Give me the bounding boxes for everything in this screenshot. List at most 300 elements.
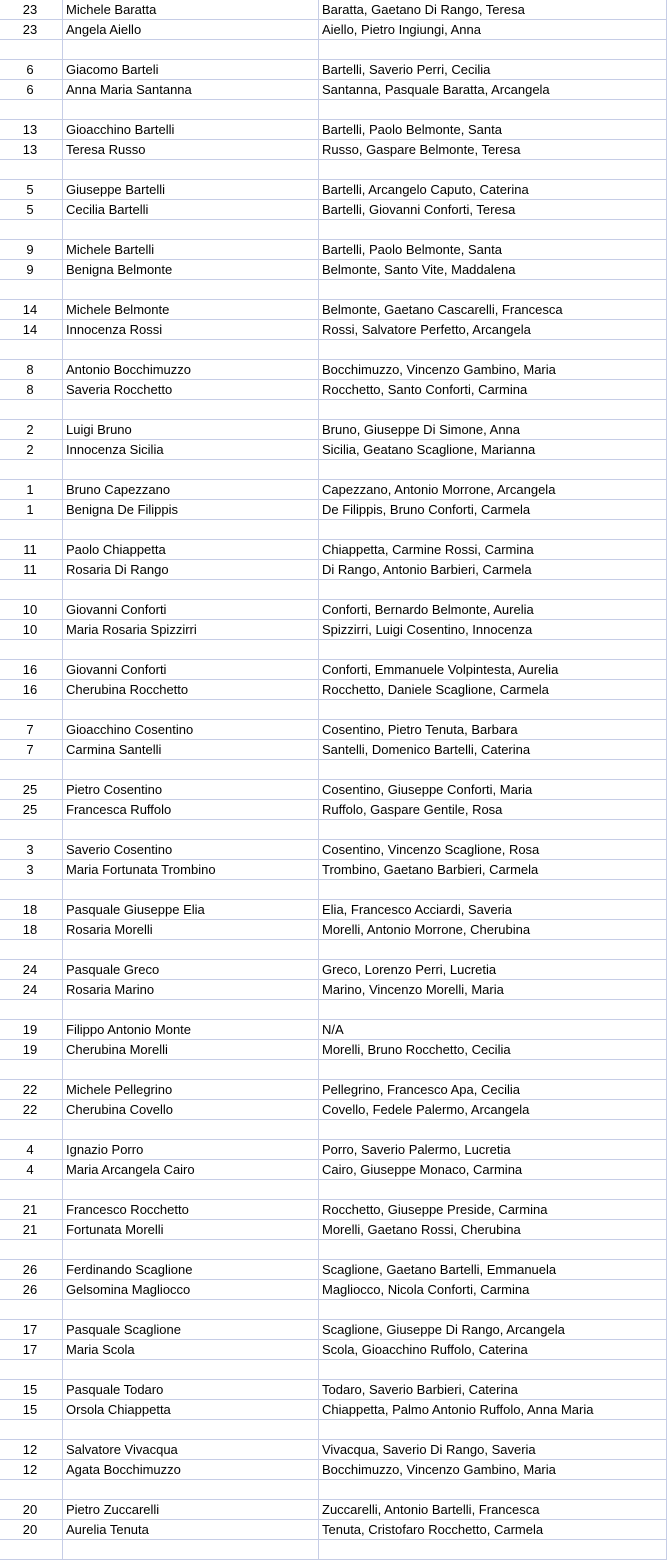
table-row [0,400,667,420]
table-row [0,1260,667,1280]
table-row [0,780,667,800]
cell-couple-number[interactable]: 21 [0,1220,63,1240]
cell-parents[interactable]: Belmonte, Gaetano Cascarelli, Francesca [319,300,667,320]
cell-person-name[interactable] [63,460,319,480]
cell-couple-number[interactable]: 26 [0,1260,63,1280]
cell-couple-number[interactable]: 7 [0,720,63,740]
cell-couple-number[interactable]: 9 [0,240,63,260]
cell-parents[interactable] [319,1060,667,1080]
cell-parents[interactable]: Zuccarelli, Antonio Bartelli, Francesca [319,1500,667,1520]
cell-person-name[interactable]: Rosaria Di Rango [63,560,319,580]
cell-person-name[interactable]: Paolo Chiappetta [63,540,319,560]
cell-couple-number[interactable]: 18 [0,920,63,940]
cell-couple-number[interactable]: 10 [0,600,63,620]
cell-parents[interactable]: Ruffolo, Gaspare Gentile, Rosa [319,800,667,820]
cell-parents[interactable] [319,280,667,300]
cell-person-name[interactable]: Benigna Belmonte [63,260,319,280]
table-row [0,660,667,680]
table-row [0,300,667,320]
table-row [0,1220,667,1240]
cell-couple-number[interactable]: 14 [0,320,63,340]
cell-couple-number[interactable] [0,280,63,300]
cell-parents[interactable]: Morelli, Gaetano Rossi, Cherubina [319,1220,667,1240]
cell-person-name[interactable]: Salvatore Vivacqua [63,1440,319,1460]
cell-parents[interactable]: Baratta, Gaetano Di Rango, Teresa [319,0,667,20]
table-row [0,700,667,720]
table-row [0,1060,667,1080]
table-row [0,860,667,880]
cell-couple-number[interactable]: 2 [0,440,63,460]
cell-couple-number[interactable]: 17 [0,1340,63,1360]
cell-parents[interactable] [319,1540,667,1560]
cell-couple-number[interactable]: 11 [0,540,63,560]
cell-parents[interactable]: Bartelli, Paolo Belmonte, Santa [319,240,667,260]
cell-parents[interactable]: Morelli, Antonio Morrone, Cherubina [319,920,667,940]
cell-couple-number[interactable] [0,760,63,780]
cell-couple-number[interactable] [0,340,63,360]
cell-parents[interactable]: Conforti, Bernardo Belmonte, Aurelia [319,600,667,620]
cell-person-name[interactable] [63,1300,319,1320]
cell-parents[interactable]: Scola, Gioacchino Ruffolo, Caterina [319,1340,667,1360]
cell-parents[interactable]: Elia, Francesco Acciardi, Saveria [319,900,667,920]
table-row [0,80,667,100]
cell-parents[interactable]: Porro, Saverio Palermo, Lucretia [319,1140,667,1160]
table-row [0,240,667,260]
table-row [0,520,667,540]
cell-couple-number[interactable] [0,940,63,960]
cell-parents[interactable]: Tenuta, Cristofaro Rocchetto, Carmela [319,1520,667,1540]
cell-couple-number[interactable]: 22 [0,1100,63,1120]
cell-couple-number[interactable]: 22 [0,1080,63,1100]
table-row [0,1000,667,1020]
cell-parents[interactable]: Bruno, Giuseppe Di Simone, Anna [319,420,667,440]
cell-person-name[interactable] [63,40,319,60]
cell-couple-number[interactable]: 15 [0,1400,63,1420]
cell-couple-number[interactable] [0,880,63,900]
cell-parents[interactable]: Scaglione, Gaetano Bartelli, Emmanuela [319,1260,667,1280]
cell-parents[interactable]: Bartelli, Arcangelo Caputo, Caterina [319,180,667,200]
cell-person-name[interactable]: Maria Fortunata Trombino [63,860,319,880]
cell-person-name[interactable]: Michele Belmonte [63,300,319,320]
cell-person-name[interactable] [63,100,319,120]
cell-couple-number[interactable]: 16 [0,680,63,700]
cell-person-name[interactable]: Fortunata Morelli [63,1220,319,1240]
table-row [0,1400,667,1420]
table-row [0,920,667,940]
table-row [0,1520,667,1540]
cell-person-name[interactable] [63,160,319,180]
table-row [0,1180,667,1200]
cell-person-name[interactable]: Michele Baratta [63,0,319,20]
table-row [0,360,667,380]
table-row [0,960,667,980]
table-row [0,1240,667,1260]
cell-parents[interactable]: Di Rango, Antonio Barbieri, Carmela [319,560,667,580]
cell-couple-number[interactable] [0,1180,63,1200]
cell-couple-number[interactable]: 26 [0,1280,63,1300]
cell-person-name[interactable] [63,280,319,300]
table-row [0,1420,667,1440]
table-row [0,60,667,80]
cell-couple-number[interactable]: 21 [0,1200,63,1220]
cell-person-name[interactable] [63,580,319,600]
cell-person-name[interactable]: Pasquale Scaglione [63,1320,319,1340]
cell-couple-number[interactable] [0,580,63,600]
cell-couple-number[interactable]: 12 [0,1460,63,1480]
cell-couple-number[interactable]: 2 [0,420,63,440]
cell-person-name[interactable]: Gioacchino Cosentino [63,720,319,740]
cell-person-name[interactable]: Giovanni Conforti [63,600,319,620]
table-row [0,1120,667,1140]
cell-couple-number[interactable]: 23 [0,0,63,20]
cell-parents[interactable] [319,940,667,960]
cell-person-name[interactable] [63,640,319,660]
table-row [0,1080,667,1100]
cell-person-name[interactable]: Saverio Cosentino [63,840,319,860]
cell-couple-number[interactable]: 6 [0,80,63,100]
cell-couple-number[interactable]: 8 [0,360,63,380]
table-row [0,940,667,960]
cell-parents[interactable]: Belmonte, Santo Vite, Maddalena [319,260,667,280]
cell-parents[interactable]: Bartelli, Giovanni Conforti, Teresa [319,200,667,220]
cell-parents[interactable]: Capezzano, Antonio Morrone, Arcangela [319,480,667,500]
cell-parents[interactable] [319,1120,667,1140]
cell-person-name[interactable]: Rosaria Morelli [63,920,319,940]
cell-couple-number[interactable]: 25 [0,780,63,800]
cell-person-name[interactable] [63,1060,319,1080]
cell-person-name[interactable] [63,520,319,540]
table-row [0,1480,667,1500]
table-row [0,500,667,520]
cell-couple-number[interactable]: 10 [0,620,63,640]
cell-couple-number[interactable]: 3 [0,860,63,880]
table-row [0,0,667,20]
cell-parents[interactable] [319,220,667,240]
cell-person-name[interactable] [63,760,319,780]
cell-person-name[interactable] [63,1000,319,1020]
cell-couple-number[interactable]: 4 [0,1140,63,1160]
cell-couple-number[interactable]: 20 [0,1500,63,1520]
cell-parents[interactable]: Cairo, Giuseppe Monaco, Carmina [319,1160,667,1180]
cell-person-name[interactable]: Antonio Bocchimuzzo [63,360,319,380]
cell-person-name[interactable] [63,820,319,840]
cell-person-name[interactable] [63,1540,319,1560]
cell-parents[interactable]: Morelli, Bruno Rocchetto, Cecilia [319,1040,667,1060]
table-row [0,1280,667,1300]
cell-parents[interactable] [319,1240,667,1260]
cell-parents[interactable]: Bocchimuzzo, Vincenzo Gambino, Maria [319,360,667,380]
cell-person-name[interactable]: Pasquale Giuseppe Elia [63,900,319,920]
cell-couple-number[interactable]: 13 [0,140,63,160]
table-row [0,600,667,620]
cell-person-name[interactable]: Ferdinando Scaglione [63,1260,319,1280]
table-row [0,680,667,700]
cell-couple-number[interactable]: 12 [0,1440,63,1460]
cell-person-name[interactable]: Saveria Rocchetto [63,380,319,400]
cell-person-name[interactable]: Giacomo Barteli [63,60,319,80]
cell-parents[interactable] [319,1360,667,1380]
cell-person-name[interactable]: Pietro Cosentino [63,780,319,800]
cell-parents[interactable]: Aiello, Pietro Ingiungi, Anna [319,20,667,40]
cell-couple-number[interactable]: 16 [0,660,63,680]
table-row [0,540,667,560]
table-row [0,980,667,1000]
cell-person-name[interactable]: Aurelia Tenuta [63,1520,319,1540]
cell-couple-number[interactable] [0,100,63,120]
cell-parents[interactable]: Santelli, Domenico Bartelli, Caterina [319,740,667,760]
cell-parents[interactable]: Conforti, Emmanuele Volpintesta, Aurelia [319,660,667,680]
table-row [0,380,667,400]
cell-parents[interactable] [319,640,667,660]
cell-couple-number[interactable]: 4 [0,1160,63,1180]
cell-parents[interactable] [319,100,667,120]
cell-couple-number[interactable] [0,160,63,180]
cell-person-name[interactable]: Michele Pellegrino [63,1080,319,1100]
cell-couple-number[interactable]: 1 [0,480,63,500]
cell-person-name[interactable]: Innocenza Sicilia [63,440,319,460]
cell-parents[interactable]: Cosentino, Vincenzo Scaglione, Rosa [319,840,667,860]
cell-couple-number[interactable]: 1 [0,500,63,520]
cell-parents[interactable]: Bocchimuzzo, Vincenzo Gambino, Maria [319,1460,667,1480]
cell-parents[interactable]: De Filippis, Bruno Conforti, Carmela [319,500,667,520]
cell-couple-number[interactable]: 5 [0,180,63,200]
cell-couple-number[interactable] [0,700,63,720]
cell-parents[interactable]: Cosentino, Pietro Tenuta, Barbara [319,720,667,740]
cell-person-name[interactable] [63,1120,319,1140]
cell-person-name[interactable] [63,1180,319,1200]
cell-parents[interactable] [319,1000,667,1020]
cell-couple-number[interactable] [0,1120,63,1140]
cell-couple-number[interactable]: 24 [0,960,63,980]
cell-person-name[interactable] [63,880,319,900]
table-row [0,620,667,640]
cell-couple-number[interactable]: 19 [0,1020,63,1040]
cell-parents[interactable]: Santanna, Pasquale Baratta, Arcangela [319,80,667,100]
cell-parents[interactable] [319,340,667,360]
cell-person-name[interactable]: Giovanni Conforti [63,660,319,680]
cell-parents[interactable]: Trombino, Gaetano Barbieri, Carmela [319,860,667,880]
cell-person-name[interactable]: Anna Maria Santanna [63,80,319,100]
table-row [0,1160,667,1180]
cell-person-name[interactable] [63,1480,319,1500]
cell-parents[interactable]: Rossi, Salvatore Perfetto, Arcangela [319,320,667,340]
table-row [0,800,667,820]
cell-parents[interactable] [319,700,667,720]
cell-couple-number[interactable]: 17 [0,1320,63,1340]
cell-couple-number[interactable]: 25 [0,800,63,820]
cell-couple-number[interactable]: 15 [0,1380,63,1400]
table-row [0,140,667,160]
cell-person-name[interactable]: Pietro Zuccarelli [63,1500,319,1520]
cell-couple-number[interactable]: 9 [0,260,63,280]
cell-couple-number[interactable] [0,1420,63,1440]
cell-couple-number[interactable]: 8 [0,380,63,400]
cell-parents[interactable]: Rocchetto, Santo Conforti, Carmina [319,380,667,400]
cell-person-name[interactable]: Agata Bocchimuzzo [63,1460,319,1480]
table-row [0,1540,667,1560]
cell-parents[interactable]: Greco, Lorenzo Perri, Lucretia [319,960,667,980]
cell-parents[interactable]: Magliocco, Nicola Conforti, Carmina [319,1280,667,1300]
cell-couple-number[interactable]: 3 [0,840,63,860]
cell-person-name[interactable]: Filippo Antonio Monte [63,1020,319,1040]
cell-parents[interactable]: N/A [319,1020,667,1040]
table-row [0,840,667,860]
cell-person-name[interactable]: Cherubina Covello [63,1100,319,1120]
cell-person-name[interactable] [63,1360,319,1380]
cell-person-name[interactable] [63,340,319,360]
table-row [0,1460,667,1480]
table-row [0,1440,667,1460]
table-row [0,1380,667,1400]
cell-person-name[interactable]: Orsola Chiappetta [63,1400,319,1420]
table-row [0,160,667,180]
cell-couple-number[interactable]: 20 [0,1520,63,1540]
cell-couple-number[interactable] [0,1060,63,1080]
table-row [0,880,667,900]
cell-parents[interactable] [319,760,667,780]
cell-couple-number[interactable]: 11 [0,560,63,580]
cell-person-name[interactable]: Cecilia Bartelli [63,200,319,220]
table-row [0,20,667,40]
cell-couple-number[interactable]: 18 [0,900,63,920]
cell-parents[interactable] [319,820,667,840]
cell-person-name[interactable]: Pasquale Greco [63,960,319,980]
cell-person-name[interactable] [63,1240,319,1260]
cell-person-name[interactable]: Gioacchino Bartelli [63,120,319,140]
cell-person-name[interactable]: Giuseppe Bartelli [63,180,319,200]
cell-person-name[interactable] [63,220,319,240]
cell-parents[interactable]: Spizzirri, Luigi Cosentino, Innocenza [319,620,667,640]
table-row [0,220,667,240]
table-row [0,200,667,220]
cell-parents[interactable]: Rocchetto, Giuseppe Preside, Carmina [319,1200,667,1220]
cell-couple-number[interactable] [0,220,63,240]
cell-person-name[interactable] [63,700,319,720]
cell-person-name[interactable]: Cherubina Morelli [63,1040,319,1060]
cell-person-name[interactable] [63,400,319,420]
table-row [0,320,667,340]
table-row [0,640,667,660]
cell-parents[interactable]: Rocchetto, Daniele Scaglione, Carmela [319,680,667,700]
table-row [0,100,667,120]
table-row [0,1500,667,1520]
cell-couple-number[interactable] [0,400,63,420]
cell-couple-number[interactable]: 5 [0,200,63,220]
cell-parents[interactable]: Marino, Vincenzo Morelli, Maria [319,980,667,1000]
cell-parents[interactable]: Bartelli, Paolo Belmonte, Santa [319,120,667,140]
cell-parents[interactable]: Cosentino, Giuseppe Conforti, Maria [319,780,667,800]
cell-person-name[interactable]: Maria Rosaria Spizzirri [63,620,319,640]
cell-couple-number[interactable] [0,1360,63,1380]
cell-parents[interactable]: Scaglione, Giuseppe Di Rango, Arcangela [319,1320,667,1340]
cell-person-name[interactable]: Gelsomina Magliocco [63,1280,319,1300]
cell-parents[interactable] [319,460,667,480]
cell-parents[interactable]: Sicilia, Geatano Scaglione, Marianna [319,440,667,460]
cell-couple-number[interactable] [0,640,63,660]
cell-person-name[interactable]: Francesca Ruffolo [63,800,319,820]
table-row [0,120,667,140]
cell-parents[interactable]: Chiappetta, Carmine Rossi, Carmina [319,540,667,560]
table-row [0,420,667,440]
table-row [0,1320,667,1340]
cell-couple-number[interactable] [0,1300,63,1320]
cell-parents[interactable]: Russo, Gaspare Belmonte, Teresa [319,140,667,160]
cell-couple-number[interactable]: 23 [0,20,63,40]
cell-parents[interactable] [319,160,667,180]
cell-person-name[interactable]: Innocenza Rossi [63,320,319,340]
cell-couple-number[interactable]: 6 [0,60,63,80]
cell-couple-number[interactable] [0,1240,63,1260]
cell-parents[interactable] [319,1420,667,1440]
cell-parents[interactable] [319,1180,667,1200]
cell-person-name[interactable]: Angela Aiello [63,20,319,40]
cell-parents[interactable]: Pellegrino, Francesco Apa, Cecilia [319,1080,667,1100]
cell-couple-number[interactable]: 14 [0,300,63,320]
cell-couple-number[interactable] [0,460,63,480]
cell-parents[interactable] [319,580,667,600]
cell-couple-number[interactable] [0,520,63,540]
cell-couple-number[interactable]: 24 [0,980,63,1000]
table-row [0,340,667,360]
cell-parents[interactable]: Covello, Fedele Palermo, Arcangela [319,1100,667,1120]
cell-person-name[interactable]: Luigi Bruno [63,420,319,440]
table-row [0,1100,667,1120]
cell-person-name[interactable] [63,1420,319,1440]
cell-parents[interactable] [319,1480,667,1500]
cell-couple-number[interactable] [0,820,63,840]
cell-couple-number[interactable] [0,1480,63,1500]
cell-person-name[interactable]: Rosaria Marino [63,980,319,1000]
table-row [0,900,667,920]
cell-parents[interactable]: Chiappetta, Palmo Antonio Ruffolo, Anna Maria [319,1400,667,1420]
cell-person-name[interactable]: Carmina Santelli [63,740,319,760]
cell-person-name[interactable]: Michele Bartelli [63,240,319,260]
cell-couple-number[interactable] [0,1540,63,1560]
cell-parents[interactable] [319,520,667,540]
table-row [0,560,667,580]
cell-parents[interactable]: Bartelli, Saverio Perri, Cecilia [319,60,667,80]
cell-person-name[interactable]: Pasquale Todaro [63,1380,319,1400]
table-row [0,480,667,500]
table-row [0,1040,667,1060]
cell-parents[interactable]: Todaro, Saverio Barbieri, Caterina [319,1380,667,1400]
cell-parents[interactable] [319,880,667,900]
cell-person-name[interactable]: Francesco Rocchetto [63,1200,319,1220]
cell-couple-number[interactable]: 7 [0,740,63,760]
table-row [0,180,667,200]
cell-couple-number[interactable]: 19 [0,1040,63,1060]
table-row [0,440,667,460]
cell-person-name[interactable]: Maria Scola [63,1340,319,1360]
cell-couple-number[interactable] [0,40,63,60]
cell-couple-number[interactable] [0,1000,63,1020]
cell-person-name[interactable]: Maria Arcangela Cairo [63,1160,319,1180]
table-row [0,1200,667,1220]
cell-person-name[interactable]: Ignazio Porro [63,1140,319,1160]
table-row [0,1140,667,1160]
table-row [0,820,667,840]
cell-person-name[interactable]: Bruno Capezzano [63,480,319,500]
cell-parents[interactable]: Vivacqua, Saverio Di Rango, Saveria [319,1440,667,1460]
cell-parents[interactable] [319,400,667,420]
cell-couple-number[interactable]: 13 [0,120,63,140]
cell-person-name[interactable] [63,940,319,960]
cell-parents[interactable] [319,1300,667,1320]
cell-person-name[interactable]: Cherubina Rocchetto [63,680,319,700]
cell-person-name[interactable]: Teresa Russo [63,140,319,160]
cell-parents[interactable] [319,40,667,60]
cell-person-name[interactable]: Benigna De Filippis [63,500,319,520]
